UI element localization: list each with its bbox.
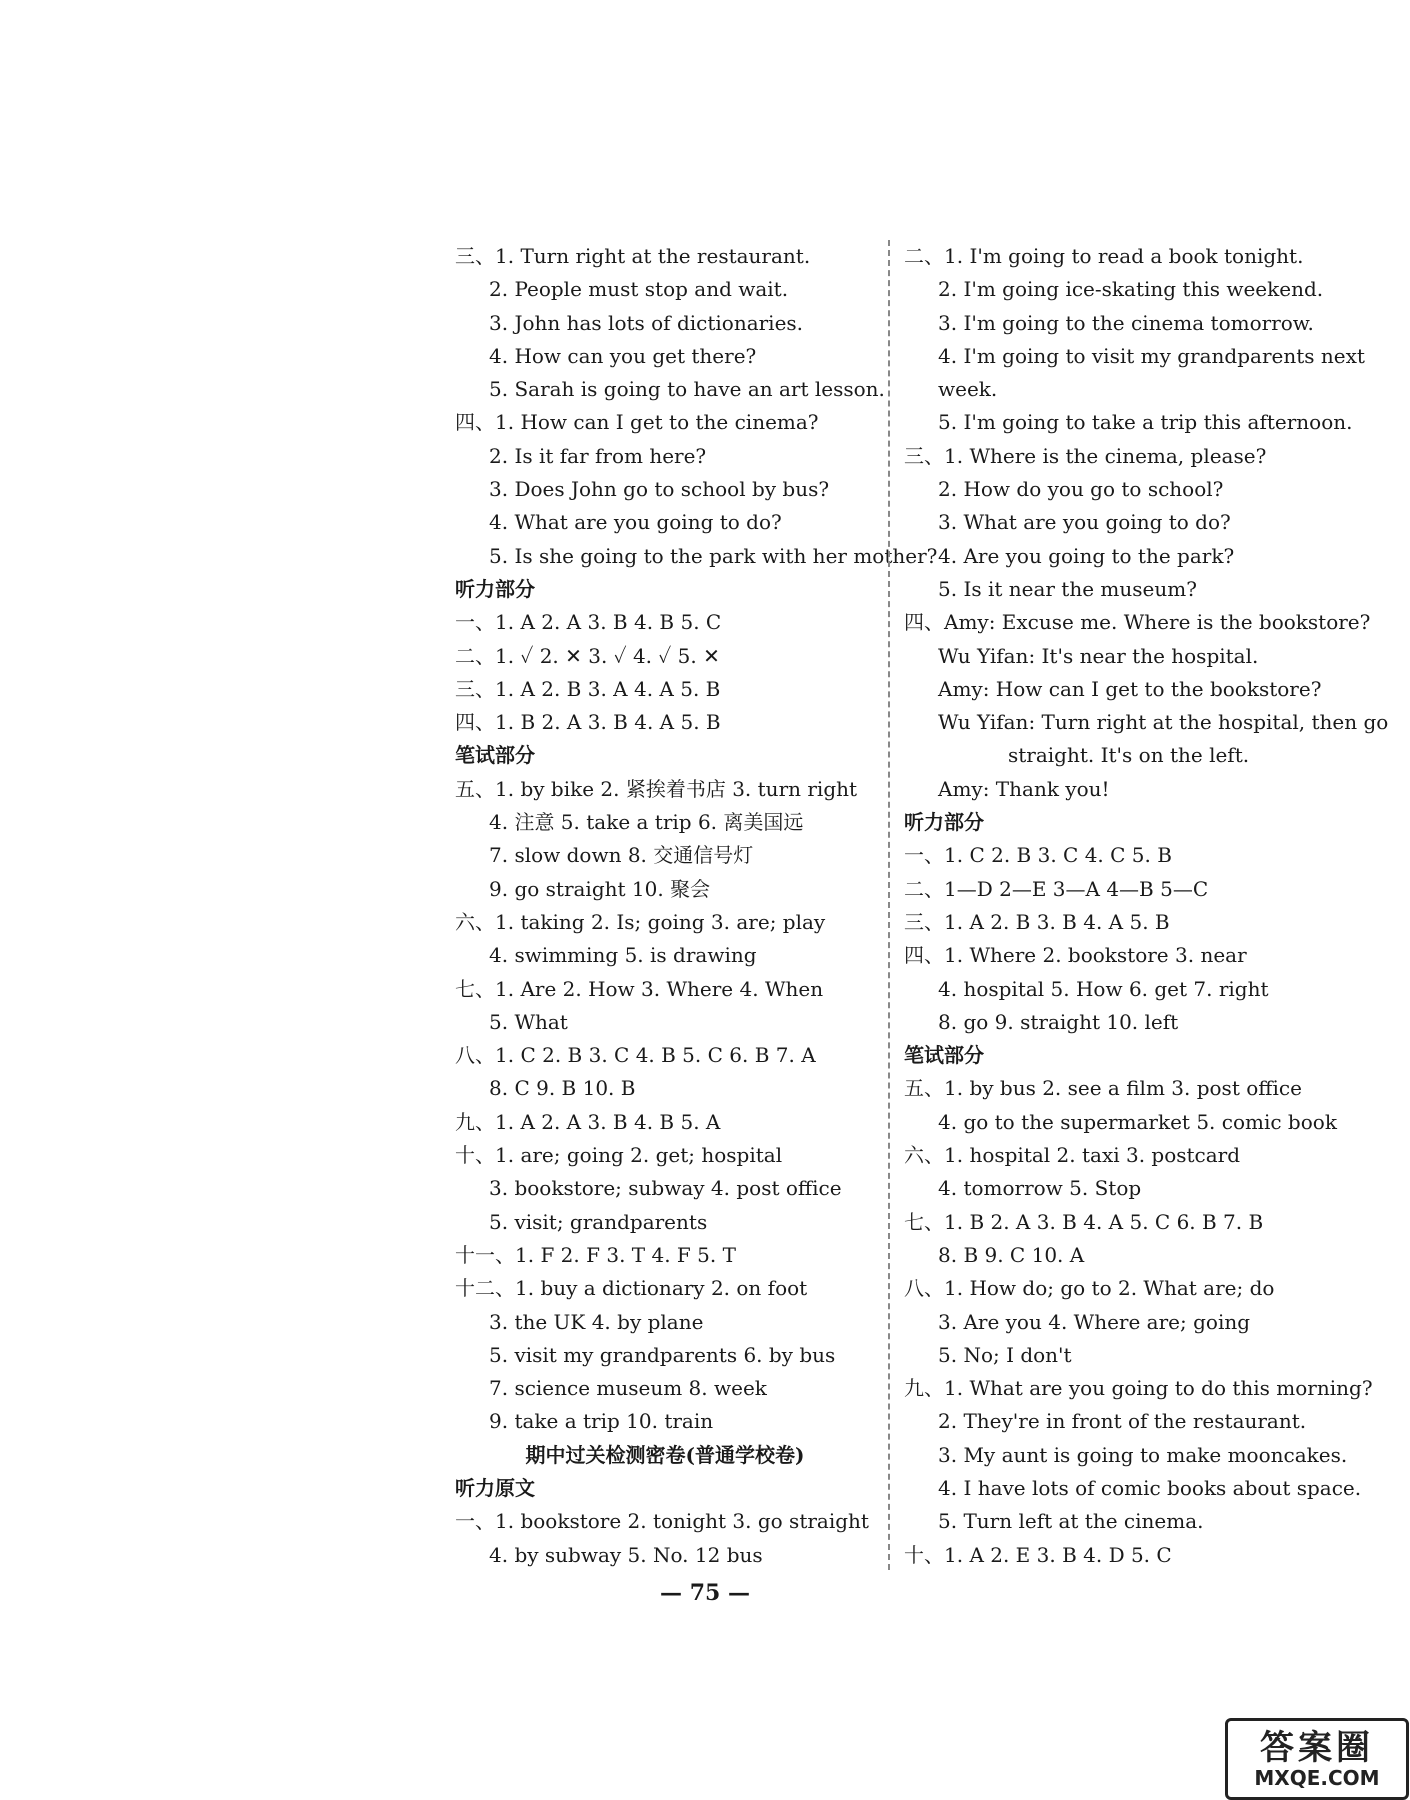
answer-line: 3. Does John go to school by bus? bbox=[489, 477, 830, 502]
answer-line: 四、1. How can I get to the cinema? bbox=[455, 410, 819, 435]
answer-line: 六、1. hospital 2. taxi 3. postcard bbox=[904, 1143, 1241, 1168]
answer-line: 7. slow down 8. 交通信号灯 bbox=[489, 843, 754, 868]
answer-line: 六、1. taking 2. Is; going 3. are; play bbox=[455, 909, 826, 934]
answer-line: 三、1. A 2. B 3. B 4. A 5. B bbox=[904, 909, 1170, 934]
answer-line: 8. B 9. C 10. A bbox=[938, 1242, 1085, 1267]
watermark-logo bbox=[1225, 1718, 1409, 1800]
answer-line: Amy: Thank you! bbox=[938, 776, 1110, 801]
watermark-url: MXQE.COM bbox=[1254, 1766, 1380, 1790]
answer-line: 5. I'm going to take a trip this afternoon. bbox=[938, 410, 1353, 435]
answer-line: 四、Amy: Excuse me. Where is the bookstore? bbox=[904, 610, 1371, 635]
answer-line: 2. How do you go to school? bbox=[938, 477, 1224, 502]
answer-line: 四、1. B 2. A 3. B 4. A 5. B bbox=[455, 710, 721, 735]
answer-line: 一、1. C 2. B 3. C 4. C 5. B bbox=[904, 843, 1172, 868]
answer-line: 十、1. A 2. E 3. B 4. D 5. C bbox=[904, 1542, 1172, 1567]
answer-line: 三、1. Turn right at the restaurant. bbox=[455, 244, 811, 268]
answer-line: 5. What bbox=[489, 1009, 568, 1034]
answer-line: 2. I'm going ice-skating this weekend. bbox=[938, 277, 1324, 302]
answer-line: 三、1. Where is the cinema, please? bbox=[904, 443, 1267, 468]
answer-line: 4. Are you going to the park? bbox=[938, 543, 1235, 568]
answer-line: 十二、1. buy a dictionary 2. on foot bbox=[455, 1276, 808, 1301]
answer-line: 三、1. A 2. B 3. A 4. A 5. B bbox=[455, 676, 721, 701]
answer-line: 4. go to the supermarket 5. comic book bbox=[938, 1109, 1337, 1134]
section-heading: 笔试部分 bbox=[455, 743, 535, 768]
section-heading: 笔试部分 bbox=[904, 1043, 984, 1068]
answer-line: 五、1. by bike 2. 紧挨着书店 3. turn right bbox=[455, 776, 858, 801]
answer-line: 3. bookstore; subway 4. post office bbox=[489, 1176, 842, 1201]
answer-line: 七、1. B 2. A 3. B 4. A 5. C 6. B 7. B bbox=[904, 1209, 1264, 1234]
answer-line: 四、1. Where 2. bookstore 3. near bbox=[904, 943, 1247, 968]
answer-line: 4. How can you get there? bbox=[489, 343, 757, 368]
answer-line: 5. visit; grandparents bbox=[489, 1209, 708, 1234]
answer-line: 4. tomorrow 5. Stop bbox=[938, 1176, 1142, 1201]
answer-line: 八、1. C 2. B 3. C 4. B 5. C 6. B 7. A bbox=[455, 1043, 816, 1068]
answer-line: 4. What are you going to do? bbox=[489, 510, 782, 535]
answer-line: 五、1. by bus 2. see a film 3. post office bbox=[904, 1076, 1302, 1101]
answer-line: 9. go straight 10. 聚会 bbox=[489, 876, 711, 901]
page-number: — 75 — bbox=[660, 1580, 750, 1606]
answer-line: 8. go 9. straight 10. left bbox=[938, 1009, 1179, 1034]
answer-line: 4. 注意 5. take a trip 6. 离美国远 bbox=[489, 810, 804, 835]
answer-line: Wu Yifan: It's near the hospital. bbox=[938, 643, 1259, 668]
answer-line: Amy: How can I get to the bookstore? bbox=[938, 676, 1322, 701]
answer-line: 七、1. Are 2. How 3. Where 4. When bbox=[455, 976, 824, 1001]
answer-line: 4. I'm going to visit my grandparents next bbox=[938, 343, 1365, 368]
answer-line: 4. swimming 5. is drawing bbox=[489, 943, 757, 968]
answer-line: 二、1—D 2—E 3—A 4—B 5—C bbox=[904, 876, 1209, 901]
answer-line: 8. C 9. B 10. B bbox=[489, 1076, 636, 1101]
answer-line: 八、1. How do; go to 2. What are; do bbox=[904, 1276, 1275, 1301]
answer-line: 2. People must stop and wait. bbox=[489, 277, 789, 302]
answer-line: 4. by subway 5. No. 12 bus bbox=[489, 1542, 763, 1567]
answer-line: 4. I have lots of comic books about space. bbox=[938, 1475, 1362, 1500]
answer-line: 3. the UK 4. by plane bbox=[489, 1309, 704, 1334]
answer-line: 十一、1. F 2. F 3. T 4. F 5. T bbox=[455, 1242, 736, 1267]
answer-line: 3. Are you 4. Where are; going bbox=[938, 1309, 1251, 1334]
section-heading: 听力原文 bbox=[455, 1475, 535, 1500]
answer-line: 3. What are you going to do? bbox=[938, 510, 1231, 535]
answer-line: 九、1. A 2. A 3. B 4. B 5. A bbox=[455, 1109, 721, 1134]
answer-line: 7. science museum 8. week bbox=[489, 1376, 767, 1401]
answer-line: 9. take a trip 10. train bbox=[489, 1409, 714, 1434]
answer-line: 九、1. What are you going to do this morning? bbox=[904, 1376, 1373, 1401]
left-answer-column bbox=[455, 240, 938, 1572]
answer-line: 二、1. I'm going to read a book tonight. bbox=[904, 244, 1304, 268]
answer-line: 2. They're in front of the restaurant. bbox=[938, 1409, 1307, 1434]
right-answer-column bbox=[904, 240, 1389, 1572]
answer-line: week. bbox=[938, 377, 998, 402]
answer-line: 十、1. are; going 2. get; hospital bbox=[455, 1143, 783, 1168]
answer-line: 5. Sarah is going to have an art lesson. bbox=[489, 377, 885, 402]
answer-line: 5. Turn left at the cinema. bbox=[938, 1509, 1204, 1534]
section-heading: 听力部分 bbox=[904, 810, 984, 835]
answer-line: 5. No; I don't bbox=[938, 1342, 1072, 1367]
answer-line: 3. I'm going to the cinema tomorrow. bbox=[938, 310, 1314, 335]
answer-line: 一、1. A 2. A 3. B 4. B 5. C bbox=[455, 610, 722, 635]
answer-line: 一、1. bookstore 2. tonight 3. go straight bbox=[455, 1509, 869, 1534]
answer-line: 3. My aunt is going to make mooncakes. bbox=[938, 1442, 1348, 1467]
answer-line: 3. John has lots of dictionaries. bbox=[489, 310, 804, 335]
section-heading: 听力部分 bbox=[455, 576, 535, 601]
answer-line: Wu Yifan: Turn right at the hospital, then go bbox=[938, 710, 1389, 735]
answer-line: 5. visit my grandparents 6. by bus bbox=[489, 1342, 836, 1367]
answer-line: 4. hospital 5. How 6. get 7. right bbox=[938, 976, 1269, 1001]
watermark-logo-text: 答案圈 bbox=[1260, 1728, 1374, 1768]
answer-line: 二、1. ✓ 2. ✕ 3. ✓ 4. ✓ 5. ✕ bbox=[455, 643, 720, 668]
column-divider bbox=[888, 240, 890, 1570]
section-heading: 期中过关检测密卷(普通学校卷) bbox=[525, 1442, 805, 1467]
answer-line: 5. Is it near the museum? bbox=[938, 576, 1197, 601]
answer-line: 2. Is it far from here? bbox=[489, 443, 707, 468]
answer-line: 5. Is she going to the park with her mother? bbox=[489, 543, 938, 568]
answer-line: straight. It's on the left. bbox=[1008, 743, 1250, 768]
